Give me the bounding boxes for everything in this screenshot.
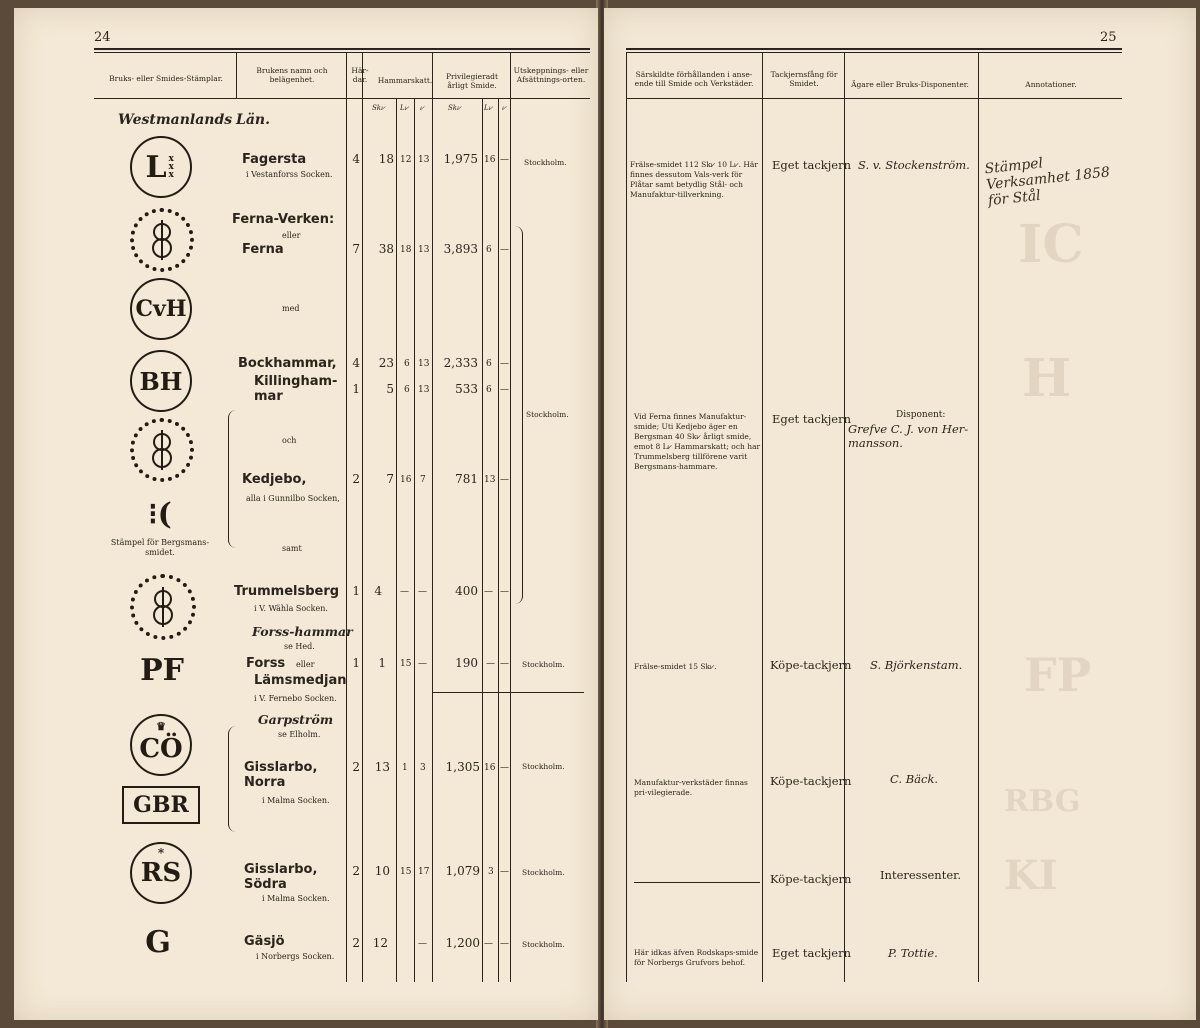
ferna-owner: Grefve C. J. von Her-mansson. <box>848 422 969 450</box>
gisslarbo-sodra-priv-b: — <box>500 867 509 877</box>
gisslarbo-brace <box>228 726 237 832</box>
gisslarbo-norra-priv-b: — <box>500 763 509 773</box>
killinghammar-privileg: 533 <box>455 382 478 396</box>
stamp-emblem-icon <box>147 218 177 262</box>
gasjo-priv-b: — <box>500 939 509 949</box>
forss-name: Forss <box>246 656 286 671</box>
pf-stamp: PF <box>140 652 184 688</box>
ferna-dotted-stamp <box>130 208 194 272</box>
ferna-tackjern: Eget tackjern <box>772 412 852 426</box>
forss-b: — <box>418 659 427 669</box>
kedjebo-b: 7 <box>420 475 426 485</box>
forss-priv-lb: — <box>486 659 495 669</box>
right-page <box>604 8 1196 1020</box>
lamsmedjan-name: Lämsmedjan <box>254 673 347 688</box>
header-stamps: Bruks- eller Smides-Stämplar. <box>109 74 223 83</box>
header-bottom-rule <box>94 98 590 99</box>
unit-priv-lb: L⩗ <box>484 104 493 112</box>
ferna-privileg: 3,893 <box>443 242 478 256</box>
header-annot: Annotationer. <box>1025 80 1077 89</box>
trummelsberg-dotted-stamp <box>130 574 196 640</box>
gisslarbo-sodra-skp: 10 <box>374 864 390 878</box>
gisslarbo-norra-skp: 13 <box>374 760 390 774</box>
ghost-stamp: RBG <box>1004 784 1081 819</box>
gisslarbo-norra-b: 3 <box>420 763 426 773</box>
trummelsberg-lb: — <box>400 587 409 597</box>
col-line <box>626 52 627 982</box>
trummelsberg-name: Trummelsberg <box>234 584 340 599</box>
gisslarbo-sodra-b: 17 <box>418 867 430 877</box>
forss-tackjern: Köpe-tackjern <box>770 658 852 672</box>
fagersta-parish: i Vestanforss Socken. <box>246 170 333 179</box>
col-line <box>844 52 845 982</box>
forss-note: Frälse-smidet 15 Sk⩗. <box>634 662 717 671</box>
ghost-stamp: IC <box>1018 214 1084 275</box>
top-rule-2 <box>94 52 590 53</box>
col-line <box>346 52 347 982</box>
ghost-stamp: H <box>1022 348 1072 409</box>
ferna-verken-name: Ferna-Verken: <box>232 212 335 227</box>
gisslarbo-sodra-note-rule <box>634 882 760 883</box>
kedjebo-hardar: 2 <box>352 472 360 486</box>
bh-stamp: BH <box>130 350 192 412</box>
top-rule <box>626 48 1122 50</box>
col-line <box>978 52 979 982</box>
gisslarbo-norra-name: Gisslarbo, Norra <box>244 760 318 790</box>
forss-eller: eller <box>296 660 315 669</box>
crown-icon: ♛ <box>156 720 166 733</box>
fagersta-priv-b: — <box>500 155 509 165</box>
kedjebo-priv-b: — <box>500 475 509 485</box>
fagersta-priv-lb: 16 <box>484 155 496 165</box>
page-number-right: 25 <box>1100 30 1117 45</box>
forss-lb: 15 <box>400 659 412 669</box>
col-line <box>482 99 483 982</box>
header-agare: Ägare eller Bruks-Disponenter. <box>851 80 969 89</box>
ferna-eller: eller <box>282 231 301 240</box>
ferna-note: Vid Ferna finnes Manufaktur-smide; Uti Kedjebo äger en Bergsman 40 Sk⩗ årligt smide, emot 8 L⩗ Hammarskatt; och har Trummelsberg tillförene varit Bergsmans-hammare. <box>634 412 761 471</box>
forss-hammar-ref: se Hed. <box>284 642 315 651</box>
left-page <box>14 8 598 1020</box>
header-hardar: Här-dar. <box>351 66 369 84</box>
bergsmans-stamp-note: Stämpel för Bergsmans-smidet. <box>110 538 210 557</box>
rs-stamp <box>130 842 192 904</box>
fagersta-lb: 12 <box>400 155 412 165</box>
gisslarbo-sodra-privileg: 1,079 <box>445 864 480 878</box>
col-line <box>362 52 363 982</box>
killinghammar-priv-b: — <box>500 385 509 395</box>
ghost-stamp: FP <box>1024 648 1092 702</box>
fagersta-annotation: Stämpel Verksamhet 1858 för Stål <box>983 155 1111 210</box>
fagersta-privileg: 1,975 <box>443 152 478 166</box>
gisslarbo-sodra-tackjern: Köpe-tackjern <box>770 872 852 886</box>
fagersta-skp: 18 <box>378 152 394 166</box>
fagersta-tackjern: Eget tackjern <box>772 158 852 172</box>
gisslarbo-sodra-dest: Stockholm. <box>522 868 565 877</box>
killinghammar-skp: 5 <box>386 382 394 396</box>
forss-hardar: 1 <box>352 656 360 670</box>
bockhammar-skp: 23 <box>378 356 394 370</box>
header-bottom-rule <box>626 98 1122 99</box>
ghost-stamp: KI <box>1004 852 1058 899</box>
dest-brace <box>514 226 523 604</box>
gisslarbo-sodra-name: Gisslarbo, Södra <box>244 862 318 892</box>
cvh-stamp: CvH <box>130 278 192 340</box>
ferna-lb: 18 <box>400 245 412 255</box>
top-rule-2 <box>626 52 1122 53</box>
trummelsberg-priv-b: — <box>500 587 509 597</box>
fagersta-hardar: 4 <box>352 152 360 166</box>
gasjo-hardar: 2 <box>352 936 360 950</box>
garpstrom-name: Garpström <box>258 712 334 727</box>
rs-star-icon: * <box>157 846 165 860</box>
header-sarskilda: Särskildte förhållanden i anse-ende till Smide och Verkstäder. <box>634 70 754 88</box>
gisslarbo-norra-privileg: 1,305 <box>445 760 480 774</box>
gasjo-priv-lb: — <box>484 939 493 949</box>
col-line <box>510 52 511 982</box>
kedjebo-dotted-stamp <box>130 418 194 482</box>
header-privilegieradt: Privilegieradt årligt Smide. <box>445 72 498 90</box>
kedjebo-name: Kedjebo, <box>242 472 307 487</box>
gisslarbo-norra-tackjern: Köpe-tackjern <box>770 774 852 788</box>
row-divider <box>432 692 584 693</box>
trummelsberg-hardar: 1 <box>352 584 360 598</box>
bergsmans-stamp: ⁝( <box>148 496 172 532</box>
unit-lb: L⩗ <box>400 104 409 112</box>
group-brace <box>228 410 237 548</box>
gisslarbo-sodra-priv-lb: 3 <box>488 867 494 877</box>
region-suffix: Län. <box>236 112 270 128</box>
gisslarbo-norra-lb: 1 <box>402 763 408 773</box>
crown-co-stamp <box>130 714 192 776</box>
gisslarbo-sodra-lb: 15 <box>400 867 412 877</box>
killinghammar-lb: 6 <box>404 385 410 395</box>
header-hammarskatt: Hammarskatt. <box>377 76 433 85</box>
gisslarbo-norra-note: Manufaktur-verkstäder finnas pri-vilegierade. <box>634 778 748 797</box>
unit-priv-skp: Sk⩗ <box>448 104 461 112</box>
forss-privileg: 190 <box>455 656 478 670</box>
page-number-left: 24 <box>94 30 111 45</box>
gisslarbo-norra-priv-lb: 16 <box>484 763 496 773</box>
gisslarbo-sodra-hardar: 2 <box>352 864 360 878</box>
ferna-b: 13 <box>418 245 430 255</box>
ferna-priv-lb: 6 <box>486 245 492 255</box>
gisslarbo-norra-parish: i Malma Socken. <box>262 796 330 805</box>
gasjo-privileg: 1,200 <box>445 936 480 950</box>
col-line <box>414 99 415 982</box>
forss-dest: Stockholm. <box>522 660 565 669</box>
stamp-emblem-icon <box>148 585 178 629</box>
gisslarbo-norra-hardar: 2 <box>352 760 360 774</box>
fagersta-name: Fagersta <box>242 152 307 167</box>
gasjo-note: Här idkas äfven Rodskaps-smide för Norbergs Grufvors behof. <box>634 948 759 967</box>
killinghammar-priv-lb: 6 <box>486 385 492 395</box>
forss-hammar-name: Forss-hammar <box>252 624 353 639</box>
bockhammar-hardar: 4 <box>352 356 360 370</box>
stamp-letters: CÖ <box>139 734 183 764</box>
col-line <box>396 99 397 982</box>
gasjo-tackjern: Eget tackjern <box>772 946 852 960</box>
header-utskeppning: Utskeppnings- eller Afsättnings-orten. <box>513 66 589 84</box>
ferna-hardar: 7 <box>352 242 360 256</box>
header-tackjern: Tackjernsfång för Smidet. <box>770 70 838 88</box>
forss-owner: S. Björkenstam. <box>870 658 963 672</box>
trummelsberg-privileg: 400 <box>455 584 478 598</box>
stamp-letter: L <box>145 149 167 185</box>
trummelsberg-skp: 4 <box>374 584 382 598</box>
bockhammar-priv-lb: 6 <box>486 359 492 369</box>
killinghammar-b: 13 <box>418 385 430 395</box>
garpstrom-ref: se Elholm. <box>278 730 321 739</box>
l-xxx-stamp <box>130 136 192 198</box>
gasjo-name: Gäsjö <box>244 934 285 949</box>
bockhammar-priv-b: — <box>500 359 509 369</box>
gisslarbo-sodra-owner: Interessenter. <box>880 868 962 882</box>
ferna-name: Ferna <box>242 242 284 257</box>
stamp-superscript: x x x <box>168 154 174 180</box>
gasjo-b: — <box>418 939 427 949</box>
ferna-group-dest: Stockholm. <box>526 410 569 419</box>
ferna-och: och <box>282 436 297 445</box>
kedjebo-skp: 7 <box>386 472 394 486</box>
killinghammar-name: Killingham-mar <box>254 374 338 404</box>
gasjo-parish: i Norbergs Socken. <box>256 952 335 961</box>
forss-skp: 1 <box>378 656 386 670</box>
ferna-med: med <box>282 304 300 313</box>
bockhammar-name: Bockhammar, <box>238 356 337 371</box>
gisslarbo-norra-owner: C. Bäck. <box>890 772 939 786</box>
gasjo-skp: 12 <box>372 936 388 950</box>
gasjo-dest: Stockholm. <box>522 940 565 949</box>
kedjebo-parish: alla i Gunnilbo Socken, <box>246 494 340 503</box>
forss-parish: i V. Fernebo Socken. <box>254 694 337 703</box>
kedjebo-lb: 16 <box>400 475 412 485</box>
g-stamp: G <box>145 924 171 960</box>
bockhammar-lb: 6 <box>404 359 410 369</box>
ferna-priv-b: — <box>500 245 509 255</box>
trummelsberg-parish: i V. Wähla Socken. <box>254 604 328 613</box>
unit-priv-b: ⩗ <box>502 104 506 112</box>
ferna-owner-label: Disponent: <box>896 410 946 420</box>
forss-priv-b: — <box>500 659 509 669</box>
trummelsberg-b: — <box>418 587 427 597</box>
unit-b: ⩗ <box>420 104 424 112</box>
col-line <box>762 52 763 982</box>
trummelsberg-priv-lb: — <box>484 587 493 597</box>
stamp-letters: RS <box>140 858 182 888</box>
kedjebo-privileg: 781 <box>455 472 478 486</box>
region-name: Westmanlands <box>118 112 233 128</box>
gasjo-owner: P. Tottie. <box>888 946 938 960</box>
col-line <box>498 99 499 982</box>
gisslarbo-sodra-parish: i Malma Socken. <box>262 894 330 903</box>
top-rule <box>94 48 590 50</box>
ferna-samt: samt <box>282 544 302 553</box>
col-line <box>432 52 433 982</box>
bockhammar-b: 13 <box>418 359 430 369</box>
killinghammar-hardar: 1 <box>352 382 360 396</box>
col-line <box>236 52 237 99</box>
ferna-skp: 38 <box>378 242 394 256</box>
unit-skp: Sk⩗ <box>372 104 385 112</box>
bockhammar-privileg: 2,333 <box>443 356 478 370</box>
gisslarbo-norra-dest: Stockholm. <box>522 762 565 771</box>
header-name: Brukens namn och belägenhet. <box>256 66 328 84</box>
fagersta-owner: S. v. Stockenström. <box>858 158 970 172</box>
fagersta-note: Frälse-smidet 112 Sk⩗ 10 L⩗. Här finnes dessutom Vals-verk för Plåtar samt betydlig Stål- och Manufaktur-tillverkning. <box>630 160 758 199</box>
stamp-emblem-icon <box>147 428 177 472</box>
fagersta-b: 13 <box>418 155 430 165</box>
gbr-stamp: GBR <box>122 786 200 824</box>
kedjebo-priv-lb: 13 <box>484 475 496 485</box>
fagersta-dest: Stockholm. <box>524 158 567 167</box>
